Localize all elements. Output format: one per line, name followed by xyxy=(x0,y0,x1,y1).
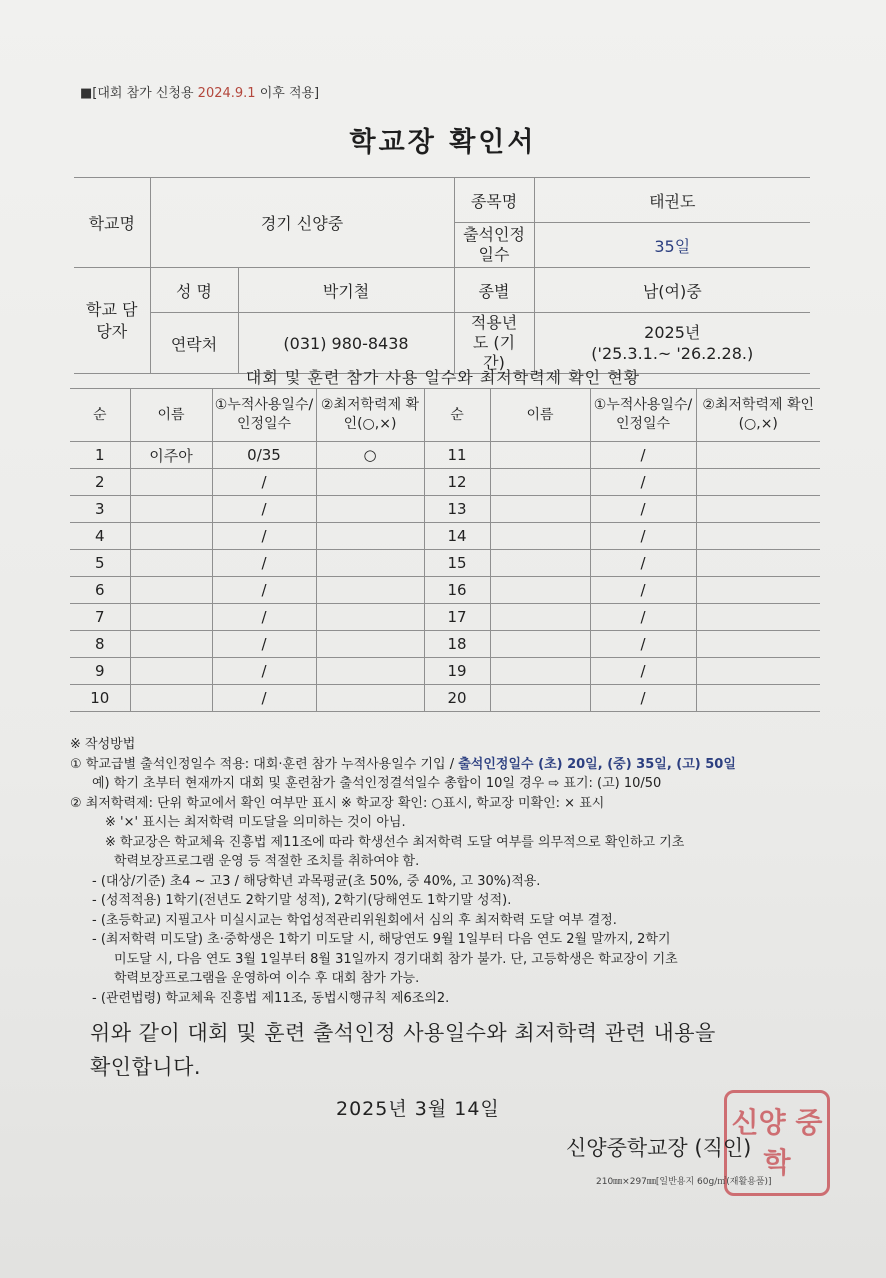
principal-signature: 신양중학교장 (직인) xyxy=(566,1136,752,1160)
cell-l-check xyxy=(316,523,424,550)
cell-r-days: / xyxy=(590,604,696,631)
cell-r-no: 19 xyxy=(424,658,490,685)
cell-l-days: / xyxy=(212,523,316,550)
table-row xyxy=(70,442,820,469)
header-name: 이름 xyxy=(130,389,212,442)
cell-r-days: / xyxy=(590,523,696,550)
cell-r-days: / xyxy=(590,631,696,658)
contact-value: (031) 980-8438 xyxy=(238,313,454,374)
staff-label: 학교 담당자 xyxy=(74,268,150,374)
cell-l-days: / xyxy=(212,469,316,496)
cell-r-no: 12 xyxy=(424,469,490,496)
cell-r-no: 17 xyxy=(424,604,490,631)
cell-r-check xyxy=(696,685,820,712)
cell-l-name xyxy=(130,685,212,712)
table-row xyxy=(70,523,820,550)
status-table xyxy=(70,388,820,712)
header-no: 순 xyxy=(70,389,130,442)
cell-l-name xyxy=(130,577,212,604)
official-seal: 신양 중학 xyxy=(724,1090,830,1196)
table-row xyxy=(70,685,820,712)
attend-label: 출석인정 일수 xyxy=(454,223,534,268)
cell-r-name xyxy=(490,550,590,577)
attend-value: 35일 xyxy=(534,223,810,268)
table-row xyxy=(70,658,820,685)
cell-r-days: / xyxy=(590,577,696,604)
contact-label: 연락처 xyxy=(150,313,238,374)
gender-value: 남(여)중 xyxy=(534,268,810,313)
cell-l-check xyxy=(316,658,424,685)
cell-r-no: 11 xyxy=(424,442,490,469)
table-row xyxy=(70,631,820,658)
applicability-notice: ■[대회 참가 신청용 2024.9.1 이후 적용] xyxy=(80,86,320,101)
name-value: 박기철 xyxy=(238,268,454,313)
instructions xyxy=(70,735,830,1008)
cell-r-name xyxy=(490,685,590,712)
note-1-example: 예) 학기 초부터 현재까지 대회 및 훈련참가 출석인정결석일수 총합이 10일 경우 ⇨ 표기: (고) 10/50 xyxy=(92,776,662,791)
cell-r-name xyxy=(490,658,590,685)
note-2c: 학력보장프로그램 운영 등 적절한 조치를 취하여야 함. xyxy=(114,854,420,869)
cell-r-days: / xyxy=(590,469,696,496)
cell-r-name xyxy=(490,469,590,496)
cell-r-check xyxy=(696,550,820,577)
cell-r-check xyxy=(696,604,820,631)
table-row xyxy=(70,577,820,604)
cell-l-name xyxy=(130,496,212,523)
cell-l-days: / xyxy=(212,658,316,685)
cell-r-days: / xyxy=(590,658,696,685)
sport-value: 태권도 xyxy=(534,178,810,223)
page-title: 학교장 확인서 xyxy=(349,127,537,158)
confirmation-text: 위와 같이 대회 및 훈련 출석인정 사용일수와 최저학력 관련 내용을 확인합니다. xyxy=(90,1021,716,1079)
cell-l-check: ○ xyxy=(316,442,424,469)
note-2: ② 최저학력제: 단위 학교에서 확인 여부만 표시 ※ 학교장 확인: ○표시, 학교장 미확인: × 표시 xyxy=(70,795,605,811)
header-days: ①누적사용일수/인정일수 xyxy=(590,389,696,442)
cell-r-check xyxy=(696,631,820,658)
school-value: 경기 신양중 xyxy=(150,178,454,268)
cell-r-no: 14 xyxy=(424,523,490,550)
header-name: 이름 xyxy=(490,389,590,442)
year-period: ('25.3.1.~ '26.2.28.) xyxy=(591,344,754,363)
year-value: 2025년 xyxy=(644,323,701,342)
cell-l-name xyxy=(130,658,212,685)
cell-l-days: / xyxy=(212,631,316,658)
cell-r-no: 16 xyxy=(424,577,490,604)
note-1: ① 학교급별 출석인정일수 적용: 대회·훈련 참가 누적사용일수 기입 / 출석인정일수 (초) 20일, (중) 35일, (고) 50일 xyxy=(70,756,736,772)
cell-r-check xyxy=(696,469,820,496)
cell-l-no: 3 xyxy=(70,496,130,523)
cell-r-name xyxy=(490,631,590,658)
cell-l-name: 이주아 xyxy=(130,442,212,469)
name-label: 성 명 xyxy=(150,268,238,313)
cell-l-days: / xyxy=(212,577,316,604)
cell-r-check xyxy=(696,523,820,550)
cell-l-days: / xyxy=(212,604,316,631)
cell-l-no: 2 xyxy=(70,469,130,496)
cell-l-check xyxy=(316,631,424,658)
cell-r-name xyxy=(490,523,590,550)
cell-r-no: 18 xyxy=(424,631,490,658)
cell-r-no: 13 xyxy=(424,496,490,523)
header-check: ②최저학력제 확인(○,×) xyxy=(696,389,820,442)
cell-r-no: 20 xyxy=(424,685,490,712)
cell-l-days: / xyxy=(212,496,316,523)
year-label: 적용년도 (기간) xyxy=(454,313,534,374)
header-no: 순 xyxy=(424,389,490,442)
table-row xyxy=(70,604,820,631)
paper-spec: 210㎜×297㎜[일반용지 60g/㎡(재활용품)] xyxy=(596,1177,772,1187)
cell-l-days: / xyxy=(212,550,316,577)
note-2a: ※ '×' 표시는 최저학력 미도달을 의미하는 것이 아님. xyxy=(105,815,406,830)
cell-l-check xyxy=(316,577,424,604)
cell-l-no: 6 xyxy=(70,577,130,604)
cell-r-name xyxy=(490,604,590,631)
issue-date: 2025년 3월 14일 xyxy=(336,1098,500,1120)
header-days: ①누적사용일수/인정일수 xyxy=(212,389,316,442)
detail-4: - (최저학력 미도달) 초·중학생은 1학기 미도달 시, 해당연도 9월 1일부터 다음 연도 2월 말까지, 2학기 xyxy=(92,932,671,947)
cell-r-check xyxy=(696,658,820,685)
cell-l-no: 1 xyxy=(70,442,130,469)
detail-5: - (관련법령) 학교체육 진흥법 제11조, 동법시행규칙 제6조의2. xyxy=(92,990,450,1006)
cell-l-no: 8 xyxy=(70,631,130,658)
cell-l-name xyxy=(130,523,212,550)
cell-l-days: 0/35 xyxy=(212,442,316,469)
sport-label: 종목명 xyxy=(454,178,534,223)
detail-2: - (성적적용) 1학기(전년도 2학기말 성적), 2학기(당해연도 1학기말 성적). xyxy=(92,893,512,908)
cell-r-days: / xyxy=(590,442,696,469)
note-2b: ※ 학교장은 학교체육 진흥법 제11조에 따라 학생선수 최저학력 도달 여부를 의무적으로 확인하고 기초 xyxy=(105,834,685,850)
cell-l-no: 4 xyxy=(70,523,130,550)
table-row xyxy=(70,550,820,577)
cell-r-days: / xyxy=(590,550,696,577)
detail-3: - (초등학교) 지필고사 미실시교는 학업성적관리위원회에서 심의 후 최저학력 도달 여부 결정. xyxy=(92,912,617,928)
cell-r-name xyxy=(490,496,590,523)
cell-r-days: / xyxy=(590,496,696,523)
table-row xyxy=(70,469,820,496)
cell-r-days: / xyxy=(590,685,696,712)
cell-r-name xyxy=(490,442,590,469)
cell-l-check xyxy=(316,496,424,523)
detail-4c: 학력보장프로그램을 운영하여 이수 후 대회 참가 가능. xyxy=(114,971,420,986)
cell-l-check xyxy=(316,685,424,712)
cell-l-no: 5 xyxy=(70,550,130,577)
cell-l-check xyxy=(316,550,424,577)
info-table xyxy=(74,177,810,374)
cell-r-name xyxy=(490,577,590,604)
detail-1: - (대상/기준) 초4 ~ 고3 / 해당학년 과목평균(초 50%, 중 40%, 고 30%)적용. xyxy=(92,873,541,889)
table-title: 대회 및 훈련 참가 사용 일수와 최저학력제 확인 현황 xyxy=(245,368,641,387)
cell-l-name xyxy=(130,631,212,658)
detail-4b: 미도달 시, 다음 연도 3월 1일부터 8월 31일까지 경기대회 참가 불가. 단, 고등학생은 학교장이 기초 xyxy=(114,951,678,967)
cell-l-no: 10 xyxy=(70,685,130,712)
cell-l-no: 9 xyxy=(70,658,130,685)
cell-r-check xyxy=(696,577,820,604)
cell-l-no: 7 xyxy=(70,604,130,631)
cell-l-check xyxy=(316,469,424,496)
cell-l-days: / xyxy=(212,685,316,712)
gender-label: 종별 xyxy=(454,268,534,313)
cell-r-check xyxy=(696,442,820,469)
table-row xyxy=(70,496,820,523)
cell-r-check xyxy=(696,496,820,523)
header-check: ②최저학력제 확인(○,×) xyxy=(316,389,424,442)
cell-l-name xyxy=(130,604,212,631)
cell-l-name xyxy=(130,469,212,496)
cell-l-name xyxy=(130,550,212,577)
cell-r-no: 15 xyxy=(424,550,490,577)
school-label: 학교명 xyxy=(74,178,150,268)
cell-l-check xyxy=(316,604,424,631)
notes-heading: ※ 작성방법 xyxy=(70,737,136,752)
